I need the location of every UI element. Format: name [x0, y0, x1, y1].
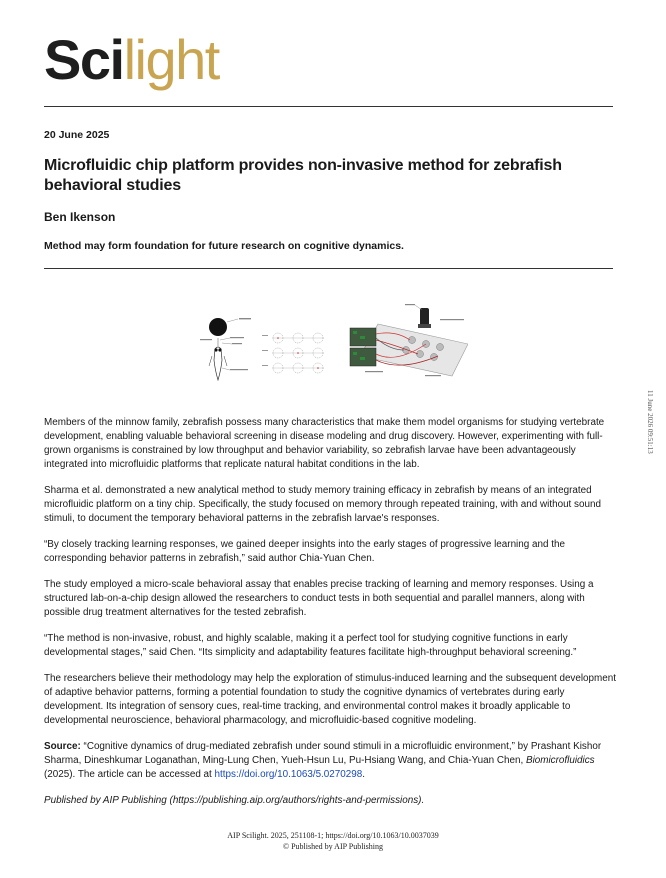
top-rule	[44, 106, 613, 107]
paragraph-2: Sharma et al. demonstrated a new analytical method to study memory training efficacy in zebrafish by means of an integrated microfluidic platform on a tiny chip. Specifically, the study focused on memory through repeated training, with and without sound stimuli, to document the temporary behavioral patterns in the zebrafish larvae's responses.	[44, 485, 601, 524]
side-timestamp: 11 June 2026 09:51:13	[646, 390, 654, 454]
article-date: 20 June 2025	[44, 129, 110, 141]
logo-light: light	[123, 28, 219, 91]
footer-citation: AIP Scilight. 2025, 251108-1; https://doi.org/10.1063/10.0037039	[227, 831, 439, 840]
source-end: .	[362, 769, 365, 780]
source-label: Source:	[44, 741, 81, 752]
article-body	[44, 416, 619, 820]
microfluidic-device-diagram	[350, 304, 468, 376]
source-citation	[44, 740, 619, 782]
paragraph-3: “By closely tracking learning responses, we gained deeper insights into the early stages of progressive learning and the corresponding behavior patterns in zebrafish,” said author Chia-Yuan Chen.	[44, 539, 565, 564]
published-by: Published by AIP Publishing (https://publishing.aip.org/authors/rights-and-permissions).	[44, 795, 425, 806]
article-author: Ben Ikenson	[44, 210, 116, 224]
scilight-logo	[44, 28, 219, 91]
source-journal: Biomicrofluidics	[525, 755, 595, 766]
article-figure	[200, 294, 468, 384]
logo-sci: Sci	[44, 28, 124, 91]
trajectory-grid	[262, 333, 324, 373]
paragraph-4: The study employed a micro-scale behavioral assay that enables precise tracking of learning and memory responses. Using a structured lab-on-a-chip design allowed the researchers to conduct tests in both sequential and parallel manners, along with possible drug treatment alternatives for the tested zebrafish.	[44, 579, 594, 618]
source-text: “Cognitive dynamics of drug-mediated zebrafish under sound stimuli in a microfluidic environment,” by Prashant Kishor Sharma, Dineshkumar Loganathan, Ming-Lung Chen, Yueh-Hsun Lu, Pu-Hsiang Wang, and Chia-Yuan Chen,	[44, 741, 602, 766]
page-footer	[0, 830, 666, 852]
paragraph-6: The researchers believe their methodology may help the exploration of stimulus-induced learning and the subsequent development of adaptive behavior patterns, forming a potential foundation to study the cognitive dynamics of vertebrates during early development. Its integration of sensory cues, real-time tracking, and environmental control makes it broadly applicable to developmental neuroscience, behavioral pharmacology, and microfluidic-based cognitive modeling.	[44, 673, 616, 726]
paragraph-1: Members of the minnow family, zebrafish possess many characteristics that make them model organisms for studying vertebrate development, enabling valuable behavioral screening in disease modeling and drug discovery. However, experimenting with full-grown organisms is constrained by low throughput and behavior variability, so zebrafish larvae have been advantageously integrated into microfluidic platforms that replicate natural habitat conditions in the lab.	[44, 417, 605, 470]
article-title: Microfluidic chip platform provides non-invasive method for zebrafish behavioral studies	[44, 157, 562, 194]
article-subtitle: Method may form foundation for future research on cognitive dynamics.	[44, 240, 404, 252]
source-year: (2025). The article can be accessed at	[44, 769, 215, 780]
section-rule	[44, 268, 613, 269]
footer-copyright: © Published by AIP Publishing	[282, 842, 384, 851]
doi-link[interactable]: https://doi.org/10.1063/5.0270298	[214, 769, 363, 780]
paragraph-5: “The method is non-invasive, robust, and highly scalable, making it a perfect tool for studying cognitive functions in early developmental stages,” said Chen. “Its simplicity and adaptability features facilitate high-throughput behavioral screening.”	[44, 633, 577, 658]
zebrafish-larva-diagram	[200, 318, 251, 380]
